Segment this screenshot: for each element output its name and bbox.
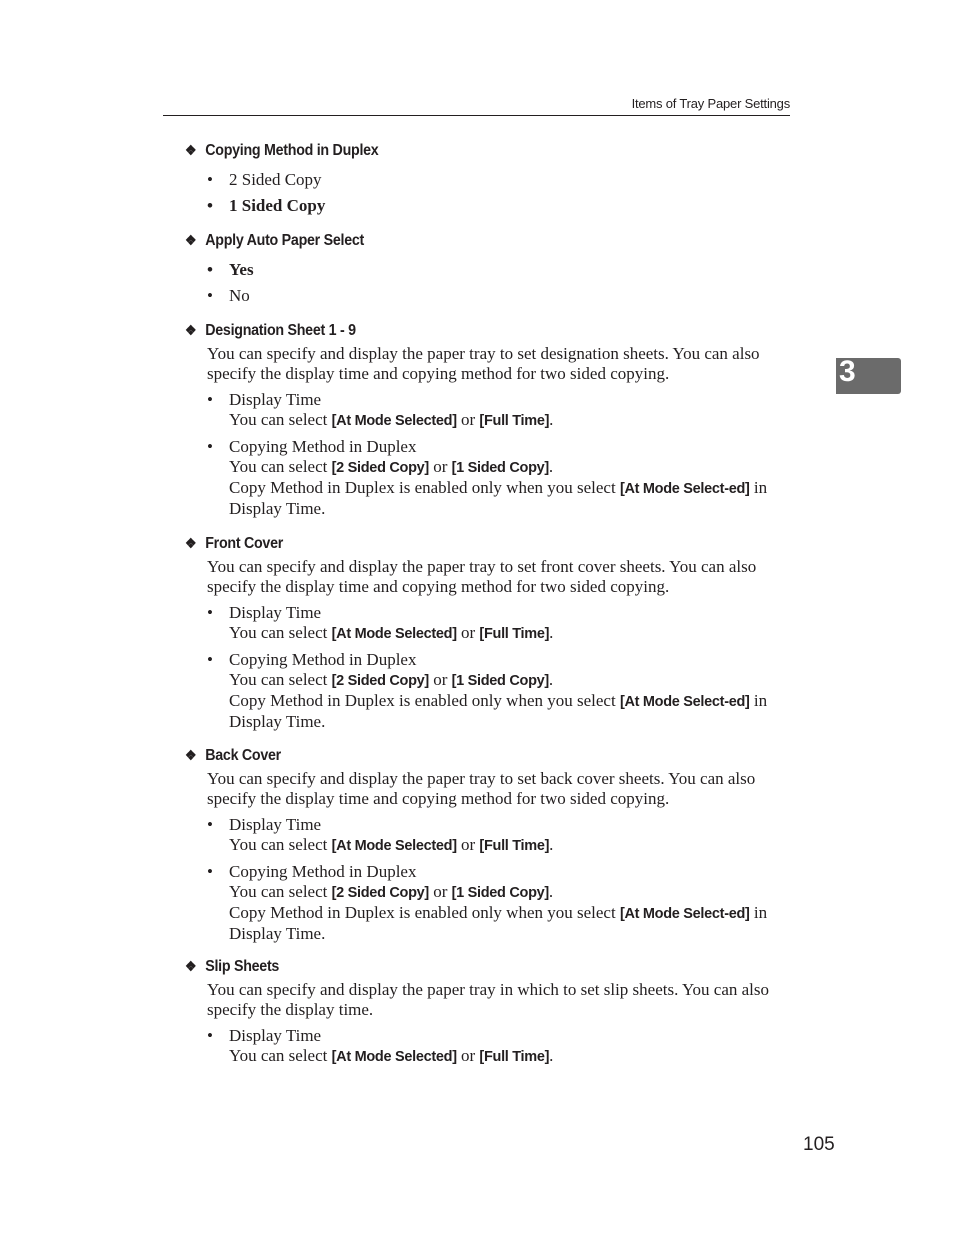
bullet-icon: • <box>207 437 213 456</box>
chapter-tab <box>836 355 901 394</box>
diamond-icon: ❖ <box>185 958 197 974</box>
diamond-icon: ❖ <box>185 232 197 248</box>
section-heading: ❖ Designation Sheet 1 - 9 <box>185 322 356 339</box>
diamond-icon: ❖ <box>185 535 197 551</box>
running-header <box>163 95 790 116</box>
section-front-cover <box>185 535 791 732</box>
list-item-display-time: • Display Time You can select [At Mode Selected] or [Full Time]. <box>207 390 554 429</box>
ui-key: [1 Sided Copy] <box>451 673 549 689</box>
section-heading: ❖ Slip Sheets <box>185 958 280 975</box>
diamond-icon: ❖ <box>185 322 197 338</box>
bullet-icon: • <box>207 862 213 881</box>
section-slip-sheets <box>185 958 791 1067</box>
option-list <box>207 815 791 944</box>
bullet-icon: • <box>207 196 213 215</box>
ui-key: [1 Sided Copy] <box>451 885 549 901</box>
option-list <box>207 603 791 732</box>
list-item-duplex: • Copying Method in Duplex You can select [2 Sided Copy] or [1 Sided Copy]. Copy Method in Duplex is enabled only when you select [At Mode Select-ed] in Display Time. <box>207 650 768 731</box>
section-heading: ❖ Copying Method in Duplex <box>185 142 379 159</box>
section-copying-method <box>185 142 791 216</box>
ui-key: [Full Time] <box>479 626 550 642</box>
option-list <box>207 390 791 519</box>
ui-key: [At Mode Select-ed] <box>619 906 750 922</box>
list-item-duplex: • Copying Method in Duplex You can select [2 Sided Copy] or [1 Sided Copy]. Copy Method in Duplex is enabled only when you select [At Mode Select-ed] in Display Time. <box>207 862 768 943</box>
bullet-icon: • <box>207 260 213 279</box>
header-title: Items of Tray Paper Settings <box>631 96 790 111</box>
section-auto-paper <box>185 232 791 306</box>
list-item-display-time: • Display Time You can select [At Mode Selected] or [Full Time]. <box>207 603 554 642</box>
page-number: 105 <box>803 1134 835 1155</box>
ui-key: [2 Sided Copy] <box>331 885 429 901</box>
option-list <box>207 1026 791 1067</box>
diamond-icon: ❖ <box>185 142 197 158</box>
option-list <box>207 260 791 306</box>
bullet-icon: • <box>207 390 213 409</box>
section-heading: ❖ Back Cover <box>185 747 281 764</box>
list-item: • No <box>207 286 250 305</box>
section-description: You can specify and display the paper tray in which to set slip sheets. You can also specify the display time. <box>207 980 770 1019</box>
bullet-icon: • <box>207 286 213 305</box>
list-item: • 2 Sided Copy <box>207 170 322 189</box>
ui-key: [Full Time] <box>479 1049 550 1065</box>
list-item-duplex: • Copying Method in Duplex You can select [2 Sided Copy] or [1 Sided Copy]. Copy Method in Duplex is enabled only when you select [At Mode Select-ed] in Display Time. <box>207 437 768 518</box>
bullet-icon: • <box>207 170 213 189</box>
ui-key: [At Mode Selected] <box>331 626 457 642</box>
section-heading: ❖ Front Cover <box>185 535 284 552</box>
ui-key: [At Mode Select-ed] <box>619 694 750 710</box>
bullet-icon: • <box>207 603 213 622</box>
ui-key: [At Mode Selected] <box>331 838 457 854</box>
list-item-default: • Yes <box>207 260 254 279</box>
list-item-display-time: • Display Time You can select [At Mode Selected] or [Full Time]. <box>207 815 554 854</box>
section-back-cover <box>185 747 791 944</box>
ui-key: [2 Sided Copy] <box>331 460 429 476</box>
section-description: You can specify and display the paper tray to set back cover sheets. You can also specify the display time and copying method for two sided copying. <box>207 769 756 808</box>
bullet-icon: • <box>207 815 213 834</box>
ui-key: [At Mode Select-ed] <box>619 481 750 497</box>
ui-key: [At Mode Selected] <box>331 413 457 429</box>
bullet-icon: • <box>207 1026 213 1045</box>
ui-key: [At Mode Selected] <box>331 1049 457 1065</box>
option-list <box>207 170 791 216</box>
list-item-display-time: • Display Time You can select [At Mode Selected] or [Full Time]. <box>207 1026 554 1065</box>
ui-key: [Full Time] <box>479 413 550 429</box>
ui-key: [1 Sided Copy] <box>451 460 549 476</box>
ui-key: [2 Sided Copy] <box>331 673 429 689</box>
section-description: You can specify and display the paper tray to set designation sheets. You can also specify the display time and copying method for two sided copying. <box>207 344 760 383</box>
ui-key: [Full Time] <box>479 838 550 854</box>
diamond-icon: ❖ <box>185 747 197 763</box>
bullet-icon: • <box>207 650 213 669</box>
list-item-default: • 1 Sided Copy <box>207 196 326 215</box>
section-designation-sheet <box>185 322 791 519</box>
section-description: You can specify and display the paper tray to set front cover sheets. You can also specify the display time and copying method for two sided copying. <box>207 557 757 596</box>
section-heading: ❖ Apply Auto Paper Select <box>185 232 364 249</box>
chapter-number: 3 <box>839 355 856 388</box>
